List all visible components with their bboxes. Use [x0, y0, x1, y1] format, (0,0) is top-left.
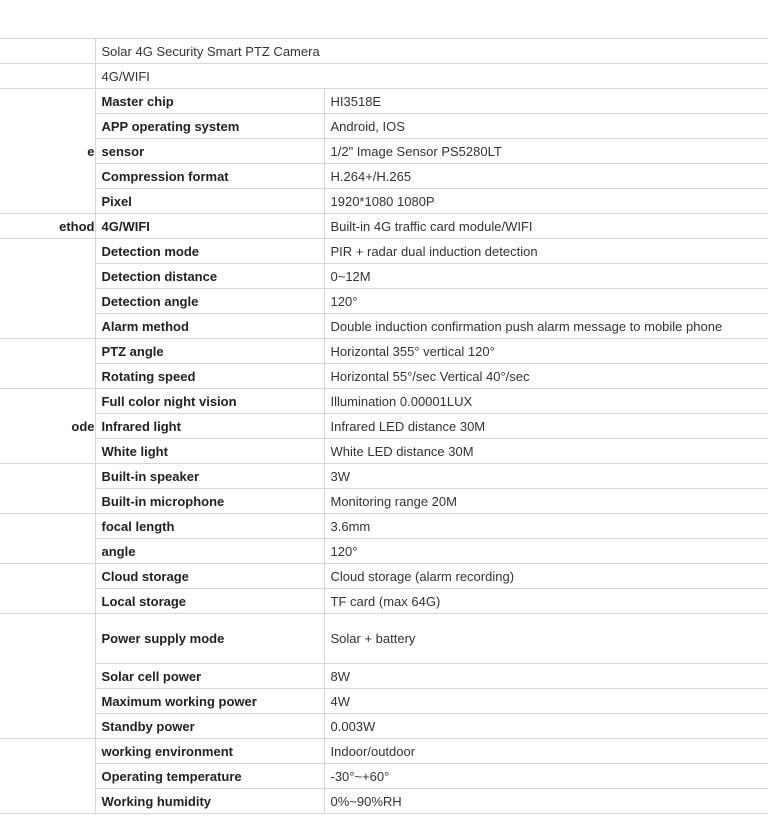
- spec-value: Android, IOS: [324, 114, 768, 139]
- spec-value: TF card (max 64G): [324, 589, 768, 614]
- table-row: [0, 764, 768, 789]
- spec-value: HI3518E: [324, 89, 768, 114]
- category-cell: [0, 89, 95, 214]
- category-cell: [0, 389, 95, 464]
- table-row: [0, 314, 768, 339]
- spec-key: Built-in speaker: [95, 464, 324, 489]
- spec-value: -30°~+60°: [324, 764, 768, 789]
- category-cell: [0, 214, 95, 239]
- spec-value: H.264+/H.265: [324, 164, 768, 189]
- table-row: [0, 239, 768, 264]
- spec-value: 120°: [324, 539, 768, 564]
- spec-key: Master chip: [95, 89, 324, 114]
- table-row: [0, 589, 768, 614]
- table-row: [0, 89, 768, 114]
- spec-key: 4G/WIFI: [95, 214, 324, 239]
- spec-key: Detection distance: [95, 264, 324, 289]
- spec-value: Monitoring range 20M: [324, 489, 768, 514]
- spec-value: 1/2" Image Sensor PS5280LT: [324, 139, 768, 164]
- spec-value: 0%~90%RH: [324, 789, 768, 814]
- spec-key: Local storage: [95, 589, 324, 614]
- spec-value: 4W: [324, 689, 768, 714]
- table-row: [0, 339, 768, 364]
- spec-key: PTZ angle: [95, 339, 324, 364]
- table-row: [0, 614, 768, 664]
- spec-key: focal length: [95, 514, 324, 539]
- table-row: [0, 439, 768, 464]
- table-row: [0, 564, 768, 589]
- table-row: [0, 289, 768, 314]
- spec-value: 3.6mm: [324, 514, 768, 539]
- category-cell: [0, 614, 95, 739]
- spec-key: Infrared light: [95, 414, 324, 439]
- spec-value: 1920*1080 1080P: [324, 189, 768, 214]
- spec-value: Horizontal 55°/sec Vertical 40°/sec: [324, 364, 768, 389]
- spec-value: White LED distance 30M: [324, 439, 768, 464]
- table-row: [0, 414, 768, 439]
- spec-key: Working humidity: [95, 789, 324, 814]
- spec-value: Infrared LED distance 30M: [324, 414, 768, 439]
- spec-key: Compression format: [95, 164, 324, 189]
- spec-table-body: [0, 39, 768, 814]
- spec-table: [0, 38, 768, 814]
- table-row: [0, 364, 768, 389]
- spec-table-container: [0, 38, 768, 814]
- table-row: [0, 264, 768, 289]
- network-cell: 4G/WIFI: [95, 64, 768, 89]
- table-row: [0, 489, 768, 514]
- spec-key: Cloud storage: [95, 564, 324, 589]
- table-row-product-name: [0, 39, 768, 64]
- spec-key: Pixel: [95, 189, 324, 214]
- category-cell: [0, 739, 95, 814]
- spec-value: 8W: [324, 664, 768, 689]
- category-cell: [0, 464, 95, 514]
- table-row: [0, 189, 768, 214]
- spec-key: working environment: [95, 739, 324, 764]
- spec-value: 3W: [324, 464, 768, 489]
- table-row: [0, 514, 768, 539]
- category-label: ethod: [59, 218, 95, 234]
- spec-key: sensor: [95, 139, 324, 164]
- table-row: [0, 664, 768, 689]
- table-row: [0, 464, 768, 489]
- category-cell: [0, 239, 95, 339]
- category-cell: [0, 564, 95, 614]
- spec-key: Operating temperature: [95, 764, 324, 789]
- spec-value: Double induction confirmation push alarm message to mobile phone: [324, 314, 768, 339]
- table-row-network: [0, 64, 768, 89]
- spec-key: Detection mode: [95, 239, 324, 264]
- spec-key: Standby power: [95, 714, 324, 739]
- table-row: [0, 139, 768, 164]
- category-cell: [0, 339, 95, 389]
- spec-key: White light: [95, 439, 324, 464]
- spec-key: APP operating system: [95, 114, 324, 139]
- category-label: ode: [71, 418, 95, 434]
- spec-value: PIR + radar dual induction detection: [324, 239, 768, 264]
- table-row: [0, 114, 768, 139]
- spec-key: Rotating speed: [95, 364, 324, 389]
- category-label: e: [87, 143, 95, 159]
- spec-value: Indoor/outdoor: [324, 739, 768, 764]
- spec-key: Maximum working power: [95, 689, 324, 714]
- spec-value: Solar + battery: [324, 614, 768, 664]
- spec-key: Full color night vision: [95, 389, 324, 414]
- table-row: [0, 164, 768, 189]
- spec-value: Built-in 4G traffic card module/WIFI: [324, 214, 768, 239]
- category-cell: [0, 64, 95, 89]
- spec-value: 0.003W: [324, 714, 768, 739]
- table-row: [0, 389, 768, 414]
- category-cell: [0, 39, 95, 64]
- spec-value: Cloud storage (alarm recording): [324, 564, 768, 589]
- spec-value: 0~12M: [324, 264, 768, 289]
- spec-key: angle: [95, 539, 324, 564]
- table-row: [0, 539, 768, 564]
- spec-value: Horizontal 355° vertical 120°: [324, 339, 768, 364]
- table-row: [0, 739, 768, 764]
- table-row: [0, 689, 768, 714]
- category-cell: [0, 514, 95, 564]
- table-row: [0, 714, 768, 739]
- spec-key: Built-in microphone: [95, 489, 324, 514]
- spec-value: 120°: [324, 289, 768, 314]
- product-name-cell: Solar 4G Security Smart PTZ Camera: [95, 39, 768, 64]
- table-row: [0, 789, 768, 814]
- spec-key: Solar cell power: [95, 664, 324, 689]
- spec-key: Power supply mode: [95, 614, 324, 664]
- spec-key: Alarm method: [95, 314, 324, 339]
- spec-key: Detection angle: [95, 289, 324, 314]
- spec-value: Illumination 0.00001LUX: [324, 389, 768, 414]
- table-row: [0, 214, 768, 239]
